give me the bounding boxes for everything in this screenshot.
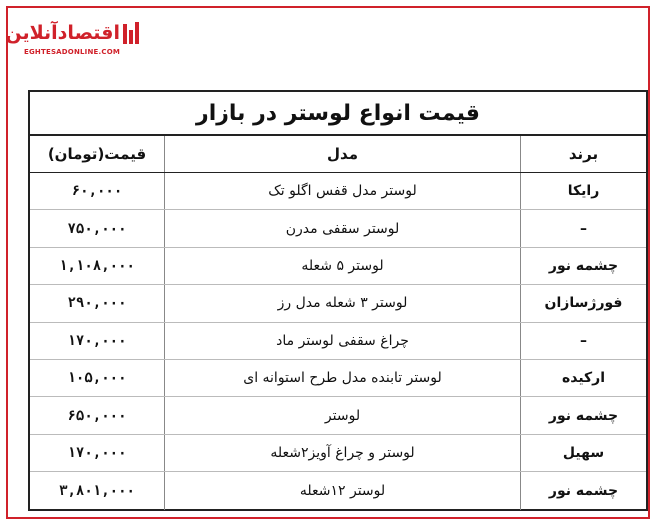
cell-brand: سهیل: [520, 435, 646, 471]
logo-name-fa: اقتصادآنلاین: [5, 22, 120, 44]
cell-model: لوستر ۱۲شعله: [164, 472, 520, 509]
cell-brand: ارکیده: [520, 360, 646, 396]
table-title-row: [30, 92, 646, 136]
table-title: قیمت انواع لوستر در بازار: [196, 100, 480, 126]
table-row: [30, 173, 646, 210]
infographic-frame: [6, 6, 650, 519]
table-row: [30, 360, 646, 397]
cell-model: لوستر ۵ شعله: [164, 248, 520, 284]
cell-brand: چشمه نور: [520, 248, 646, 284]
cell-price: ۱۷۰,۰۰۰: [67, 444, 127, 461]
cell-model: لوستر مدل قفس اگلو تک: [164, 173, 520, 209]
cell-brand: چشمه نور: [520, 472, 646, 509]
table-row: [30, 285, 646, 322]
cell-brand: رایکا: [520, 173, 646, 209]
logo-name-en: EGHTESADONLINE.COM: [24, 48, 121, 56]
cell-model: لوستر سقفی مدرن: [164, 210, 520, 246]
logo-mark-icon: [122, 22, 140, 46]
cell-model: لوستر ۳ شعله مدل رز: [164, 285, 520, 321]
header-price: قیمت(تومان): [47, 145, 147, 163]
cell-price: ۱۰۵,۰۰۰: [67, 370, 127, 387]
cell-brand: –: [520, 323, 646, 359]
cell-brand: فورژسازان: [520, 285, 646, 321]
header-brand: برند: [520, 136, 646, 172]
cell-model: لوستر: [164, 397, 520, 433]
table-row: [30, 472, 646, 509]
cell-price: ۶۰,۰۰۰: [71, 183, 123, 200]
cell-price: ۳,۸۰۱,۰۰۰: [59, 482, 135, 499]
cell-price: ۱۷۰,۰۰۰: [67, 332, 127, 349]
cell-model: چراغ سقفی لوستر ماد: [164, 323, 520, 359]
cell-brand: چشمه نور: [520, 397, 646, 433]
table-row: [30, 397, 646, 434]
header-model: مدل: [164, 136, 520, 172]
table-row: [30, 248, 646, 285]
table-row: [30, 435, 646, 472]
cell-brand: –: [520, 210, 646, 246]
cell-price: ۲۹۰,۰۰۰: [67, 295, 127, 312]
price-table: [28, 90, 648, 511]
table-row: [30, 210, 646, 247]
cell-price: ۶۵۰,۰۰۰: [67, 407, 127, 424]
site-logo[interactable]: [5, 18, 140, 62]
cell-price: ۷۵۰,۰۰۰: [67, 220, 127, 237]
table-row: [30, 323, 646, 360]
cell-model: لوستر و چراغ آویز۲شعله: [164, 435, 520, 471]
cell-model: لوستر تابنده مدل طرح استوانه ای: [164, 360, 520, 396]
table-header-row: [30, 136, 646, 173]
cell-price: ۱,۱۰۸,۰۰۰: [59, 257, 135, 274]
